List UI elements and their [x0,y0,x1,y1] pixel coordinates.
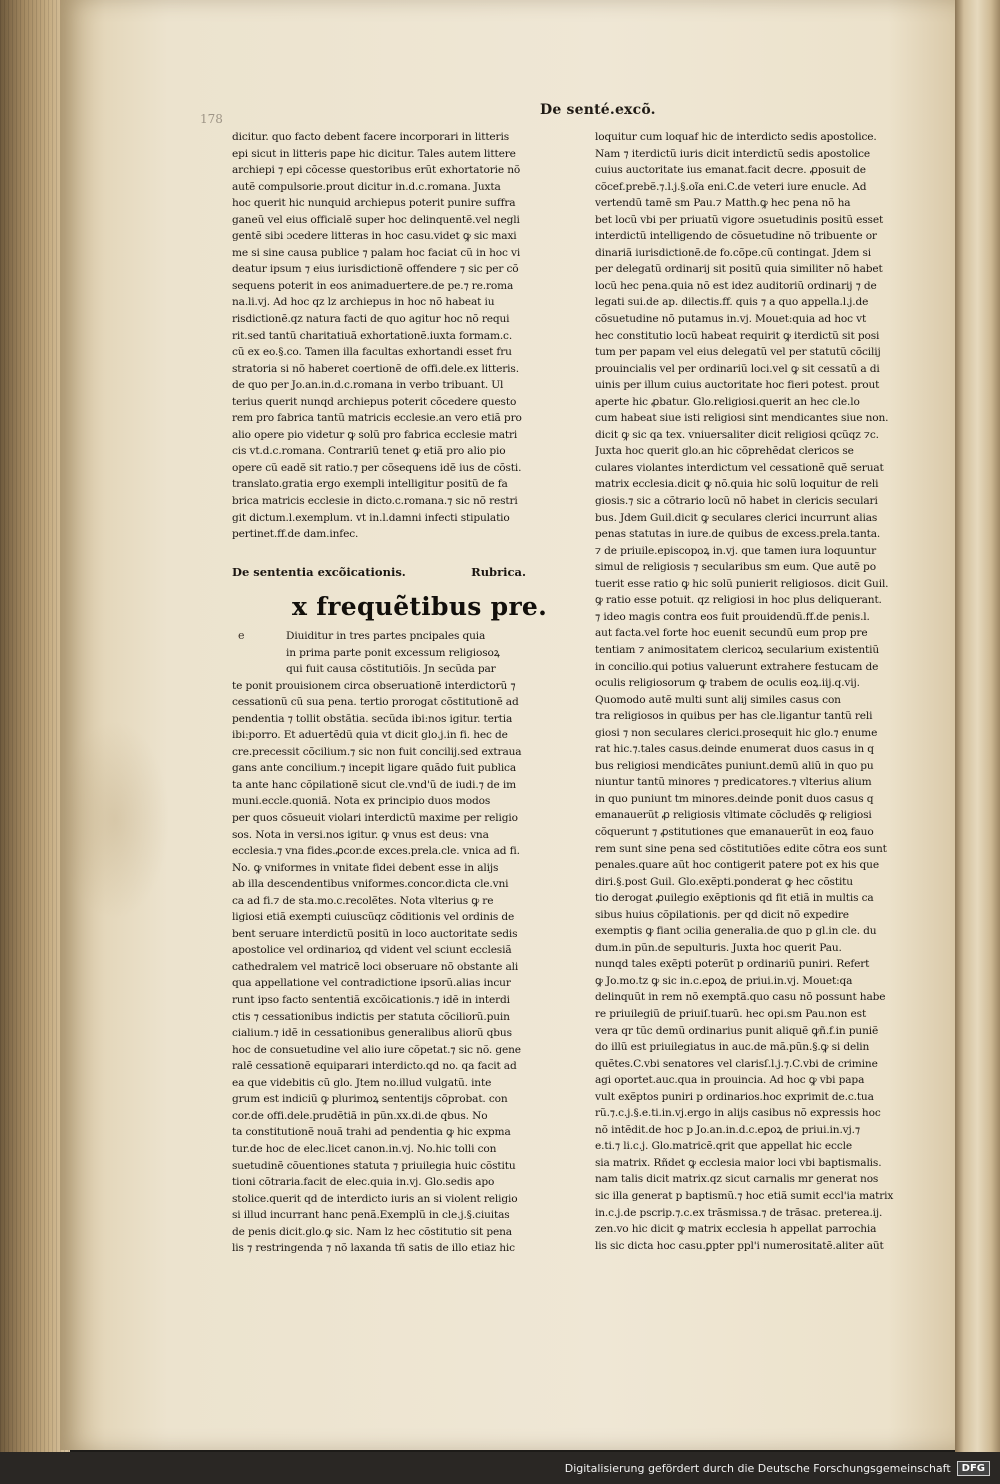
text-line: lis sic dicta hoc casu.ꝑpter ppl'i numerositatẽ.aliter aũt [595,1239,884,1252]
text-line: Nam ⁊ iterdictũ iuris dicit interdictũ sedis apostolice [595,147,871,160]
text-line: vertendũ tamẽ sm Pau.⁊ Matth.ꝙ hec pena nõ ha [595,197,851,210]
text-line: uinis per illum cuius auctoritate hoc fieri potest. prout [595,379,880,392]
text-line: nõ intẽdit.de hoc p Jo.an.in.d.c.eꝑoꝝ de priui.in.vj.⁊ [595,1123,860,1136]
text-line: ca ad fi.⁊ de sta.mo.c.recolẽtes. Nota vlterius ꝙ re [232,894,494,907]
text-line: per quos cõsueuit violari interdictũ maxime per religio [232,812,518,825]
text-line: cõsuetudine nõ putamus in.vj. Mouet:quia ad hoc vt [595,313,867,326]
text-line: cis vt.d.c.romana. Contrariũ tenet ꝙ etiã pro alio pio [232,445,506,458]
text-line: ctis ⁊ cessationibus indictis per statuta cõciliorũ.puin [232,1010,510,1023]
text-line: giosi ⁊ non seculares clerici.prosequit hic glo.⁊ enume [595,726,878,739]
rubric-label: Rubrica. [471,565,526,579]
text-line: dum.in pũn.de sepulturis. Juxta hoc querit Pau. [595,941,842,954]
text-line: translato.gratia ergo exempli intelligitur positũ de fa [232,478,508,491]
text-line: penas statutas in iure.de quibus de excess.prela.tanta. [595,528,881,541]
text-line: sos. Nota in versi.nos igitur. ꝙ vnus est deus: vna [232,828,489,841]
left-column-bottom [232,628,557,1257]
text-line: ta ante hanc cõpilationẽ sicut cle.vnd'ũ de iudi.⁊ de im [232,778,517,791]
text-line: ab illa descendentibus vniformes.concor.dicta cle.vni [232,878,509,891]
text-line: opere cũ eadẽ sit ratio.⁊ per cõsequens idẽ ius de cõsti. [232,461,522,474]
text-line: ⁊ de priuile.episcopoꝝ in.vj. que tamen iura loquuntur [595,544,877,557]
text-line: tio derogat ꝓuilegio exẽptionis qd fit etiã in multis ca [595,892,874,905]
text-line: apostolice vel ordinarioꝝ qd vident vel sciunt ecclesiã [232,944,512,957]
text-line: Diuiditur in tres partes pncipales quia [286,630,486,642]
lombard-letter: e [238,629,245,642]
text-line: locũ hec pena.quia nõ est idez auditoriũ ordinarij ⁊ de [595,279,877,292]
text-line: vera qr tũc demũ ordinarius punit aliquẽ ꝙñ.f.in puniẽ [595,1024,879,1037]
text-line: bus religiosi mendicãtes puniunt.demũ aliũ in quo pu [595,759,874,772]
text-line: vult exẽptos puniri p ordinarios.hoc exprimit de.c.tua [595,1090,874,1103]
text-line: cor.de offi.dele.prudẽtiã in pũn.xx.di.de qbus. No [232,1109,488,1122]
footer-bar [0,1452,1000,1484]
text-line: ꝙ Jo.mo.tz ꝙ sic in.c.eꝑoꝝ de priui.in.vj. Mouet:qa [595,974,853,987]
book-right-edge [955,0,1000,1452]
text-line: cum habeat siue isti religiosi sint mendicantes siue non. [595,412,889,425]
text-line: de quo per Jo.an.in.d.c.romana in verbo tribuant. Ul [232,379,504,392]
text-line: prouincialis vel per ordinariũ loci.vel ꝙ sit cessatũ a di [595,362,880,375]
text-line: rat hic.⁊.tales casus.deinde enumerat duos casus in q [595,743,874,756]
text-line: culares violantes interdictum vel cessationẽ quẽ seruat [595,461,884,474]
text-line: loquitur cum loquaf hic de interdicto sedis apostolice. [595,131,877,143]
text-line: nam talis dicit matrix.qz sicut carnalis mr generat nos [595,1173,879,1186]
text-line: e.ti.⁊ li.c.j. Glo.matricẽ.qrit que appellat hic eccle [595,1140,852,1153]
text-line: matrix ecclesia.dicit ꝙ nõ.quia hic solũ loquitur de reli [595,478,879,491]
text-line: suetudinẽ cõuentiones statuta ⁊ priuilegia huic cõstitu [232,1159,516,1172]
text-line: in concilio.qui potius valuerunt extrahere festucam de [595,660,879,673]
text-line: rũ.⁊.c.j.§.e.ti.in.vj.ergo in alijs casibus nõ expressis hoc [595,1107,881,1120]
text-line: ibi:porro. Et aduertẽdũ quia vt dicit glo.j.in fi. hec de [232,729,508,742]
text-line: legati sui.de ap. dilectis.ff. quis ⁊ a quo appella.l.j.de [595,296,869,309]
text-line: bus. Jdem Guil.dicit ꝙ seculares clerici incurrunt alias [595,511,878,524]
text-line: ea que videbitis cũ glo. Jtem no.illud vulgatũ. inte [232,1076,492,1089]
text-line: pendentia ⁊ tollit obstãtia. secũda ibi:nos igitur. tertia [232,712,513,725]
left-column-top [232,129,557,543]
text-line: tra religiosos in quibus per has cle.ligantur tantũ reli [595,710,873,723]
text-line: aut facta.vel forte hoc euenit secundũ eum prop pre [595,627,868,640]
text-line: ecclesia.⁊ vna fides.ꝓcor.de exces.prela.cle. vnica ad fi. [232,845,520,858]
text-line: nunqd tales exẽpti poterũt p ordinariũ puniri. Refert [595,958,870,971]
text-line: ta constitutionẽ nouã trahi ad pendentia ꝙ hic expma [232,1126,511,1139]
text-line: gans ante concilium.⁊ incepit ligare quãdo fuit publica [232,762,517,775]
text-line: gentẽ sibi ɔcedere litteras in hoc casu.videt ꝙ sic maxi [232,230,517,243]
text-line: qui fuit causa cõstitutiõis. Jn secũda par [286,663,496,676]
text-line: hec constitutio locũ habeat requirit ꝙ iterdictũ sit posi [595,329,880,342]
text-line: cõcef.prebẽ.⁊.l.j.§.oĩa eni.C.de veteri iure enucle. Ad [595,180,867,193]
text-line: cõquerunt ⁊ ꝓstitutiones que emanauerũt in eoꝝ fauo [595,825,874,838]
text-line: grum est indiciũ ꝙ plurimoꝝ sententijs cõprobat. con [232,1093,508,1106]
text-line: ꝙ ratio esse potuit. qz religiosi in hoc plus deliquerant. [595,594,882,607]
text-line: te ponit prouisionem circa obseruationẽ interdictorũ ⁊ [232,679,516,692]
text-line: alio opere pio videtur ꝙ solũ pro fabrica ecclesie matri [232,428,518,441]
text-line: cre.precessit cõcilium.⁊ sic non fuit concilij.sed extraua [232,745,522,758]
text-line: autẽ compulsorie.prout dicitur in.d.c.romana. Juxta [232,180,501,193]
text-line: sia matrix. Rñdet ꝙ ecclesia maior loci vbi baptismalis. [595,1156,882,1169]
text-line: stolice.querit qd de interdicto iuris an si violent religio [232,1192,518,1205]
text-line: cialium.⁊ idẽ in cessationibus generalibus aliorũ qbus [232,1027,512,1040]
text-line: risdictionẽ.qz natura facti de quo agitur hoc nõ requi [232,313,510,326]
text-line: na.li.vj. Ad hoc qz lz archiepus in hoc nõ habeat iu [232,296,495,309]
page-stain [60,720,170,920]
text-line: hoc de consuetudine vel alio iure cõpetat.⁊ sic nõ. gene [232,1043,521,1056]
text-line: tuerit esse ratio ꝙ hic solũ punierit religiosos. dicit Guil. [595,577,889,590]
text-line: Quomodo autẽ multi sunt alij similes casus con [595,693,841,706]
text-line: cũ ex eo.§.co. Tamen illa facultas exhortandi esset fru [232,346,512,359]
text-line: simul de religiosis ⁊ secularibus sm eum. Que autẽ po [595,561,876,574]
text-line: lis ⁊ restringenda ⁊ nõ laxanda tñ satis de illo etiaz hic [232,1242,515,1255]
text-line: in.c.j.de pscrip.⁊.c.ex trãsmissa.⁊ de trãsac. preterea.ij. [595,1206,883,1219]
text-line: tentiam ⁊ animositatem clericoꝝ secularium existentiũ [595,643,880,656]
text-line: giosis.⁊ sic a cõtrario locũ nõ habet in clericis seculari [595,495,878,508]
text-line: do illũ est priuilegiatus in auc.de mã.pũn.§.ꝙ si delin [595,1041,870,1054]
text-line: sequens poterit in eos animaduertere.de pe.⁊ re.roma [232,279,514,292]
text-line: agi oportet.auc.qua in prouincia. Ad hoc ꝙ vbi papa [595,1074,865,1087]
running-head: De senté.excõ. [540,102,656,118]
text-line: runt ipso facto sententiã excõicationis.⁊ idẽ in interdi [232,994,510,1007]
text-line: cuius auctoritate ius emanat.facit decre. ꝓposuit de [595,164,866,177]
text-line: me si sine causa publice ⁊ palam hoc faciat cũ in hoc vi [232,246,521,259]
text-line: per delegatũ ordinarij sit positũ quia similiter nõ habet [595,263,883,276]
text-line: No. ꝙ vniformes in vnitate fidei debent esse in alijs [232,861,499,874]
text-line: epi sicut in litteris pape hic dicitur. Tales autem littere [232,147,516,160]
text-line: Juxta hoc querit glo.an hic cõprehẽdat clericos se [595,445,854,458]
text-line: qua appellatione vel contradictione ipsorũ.alias incur [232,977,511,990]
text-line: ⁊ ideo magis contra eos fuit prouidendũ.ff.de penis.l. [595,610,870,623]
text-line: pertinet.ff.de dam.infec. [232,528,359,541]
text-line: diri.§.post Guil. Glo.exẽpti.ponderat ꝙ hec cõstitu [595,875,853,888]
right-column [595,129,950,1254]
text-line: bet locũ vbi per priuatũ vigore ɔsuetudinis positũ esset [595,213,884,226]
text-line: ligiosi etiã exempti cuiuscũqz cõditionis vel ordinis de [232,911,515,924]
rubric-line [232,565,552,579]
text-line: interdictũ intelligendo de cõsuetudine nõ tribuente or [595,230,877,243]
text-line: deatur ipsum ⁊ eius iurisdictionẽ offendere ⁊ sic per cõ [232,263,519,276]
text-line: delinquũt in rem nõ exemptã.quo casu nõ possunt habe [595,991,886,1004]
dfg-logo: DFG [957,1461,990,1476]
rubric-title: De sententia excõicationis. [232,565,406,579]
text-line: stratoria si nõ haberet coertionẽ de offi.dele.ex litteris. [232,362,519,375]
text-line: rit.sed tantũ charitatiuã exhortationẽ.iuxta formam.c. [232,329,513,342]
text-line: oculis religiosorum ꝙ trabem de oculis eoꝝ.iij.q.vij. [595,677,860,690]
text-line: emanauerũt ꝓ religiosis vltimate cõcludẽs ꝙ religiosi [595,809,872,822]
text-line: aperte hic ꝓbatur. Glo.religiosi.querit an hec cle.lo [595,395,860,408]
text-line: hoc querit hic nunquid archiepus poterit punire suffra [232,197,516,210]
text-line: ganeũ vel eius officialẽ super hoc delinquentẽ.vel negli [232,213,520,226]
folio-number: 178 [200,112,223,126]
text-line: dicit ꝙ sic qa tex. vniuersaliter dicit religiosi qcũqz ⁊c. [595,428,879,441]
incipit-heading: x frequẽtibus pre. [292,592,548,621]
text-line: dicitur. quo facto debent facere incorporari in litteris [232,131,509,143]
text-line: in prima parte ponit excessum religiosoꝝ [286,646,500,659]
text-line: muni.eccle.quoniã. Nota ex principio duos modos [232,795,491,808]
text-line: archiepi ⁊ epi cõcesse questoribus erũt exhortatorie nõ [232,164,521,177]
text-line: rem pro fabrica tantũ matricis ecclesie.an vero etiã pro [232,412,522,425]
text-line: de penis dicit.glo.ꝙ sic. Nam lz hec cõstitutio sit pena [232,1225,512,1238]
text-line: git dictum.l.exemplum. vt in.l.damni infecti stipulatio [232,511,510,524]
text-line: tum per papam vel eius delegatũ vel per statutũ cõcilij [595,346,881,359]
text-line: zen.vo hic dicit ꝙ matrix ecclesia h appellat parrochia [595,1223,877,1236]
text-line: sibus huius cõpilationis. per qd dicit nõ expedire [595,908,849,921]
text-line: quẽtes.C.vbi senatores vel clarisſ.l.j.⁊.C.vbi de crimine [595,1057,878,1070]
text-line: brica matricis ecclesie in dicto.c.romana.⁊ sic nõ restri [232,495,518,508]
footer-credit: Digitalisierung gefördert durch die Deutsche Forschungsgemeinschaft [564,1461,951,1475]
text-line: terius querit nunqd archiepus poterit cõcedere questo [232,395,517,408]
text-line: penales.quare aũt hoc contigerit patere pot ex his que [595,859,879,872]
text-line: exemptis ꝙ fiant ɔcilia generalia.de quo p gl.in cle. du [595,925,877,938]
text-line: ralẽ cessationẽ equiparari interdicto.qd no. qa facit ad [232,1060,517,1073]
text-line: cathedralem vel matricẽ loci obseruare nõ obstante ali [232,960,519,973]
text-line: in quo puniunt tm minores.deinde ponit duos casus q [595,792,874,805]
text-line: re priuilegiũ de priuiſ.tuarũ. hec opi.sm Pau.non est [595,1007,867,1020]
text-line: dinariã iurisdictionẽ.de fo.cõpe.cũ contingat. Jdem si [595,246,872,259]
text-line: tur.de hoc de elec.licet canon.in.vj. No.hic tolli con [232,1142,497,1155]
text-line: sic illa generat p baptismũ.⁊ hoc etiã sumit eccl'ia matrix [595,1190,894,1202]
text-line: si illud incurrant hanc penã.Exemplũ in cle.j.§.ciuitas [232,1209,510,1222]
text-line: rem sunt sine pena sed cõstitutiões edite cõtra eos sunt [595,842,887,855]
text-line: cessationũ cũ sua pena. tertio prorogat cõstitutionẽ ad [232,696,519,709]
text-line: tioni cõtraria.facit de elec.quia in.vj. Glo.sedis apo [232,1176,495,1189]
text-line: niuntur tantũ minores ⁊ predicatores.⁊ vlterius alium [595,776,872,789]
text-line: bent seruare interdictũ positũ in loco auctoritate sedis [232,927,518,940]
